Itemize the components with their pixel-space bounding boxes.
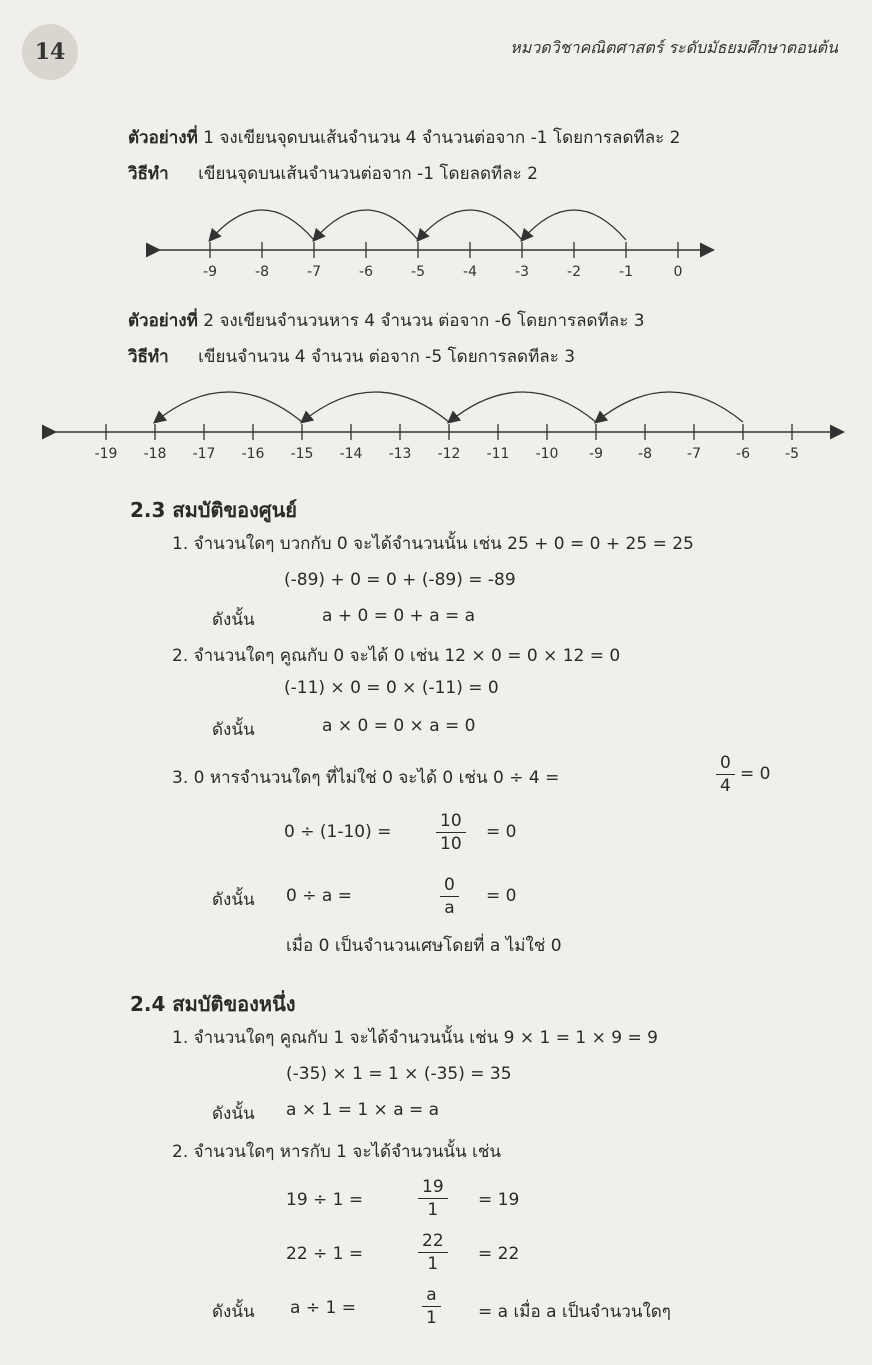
number-line-1-tick-label: -3 — [515, 264, 529, 280]
number-line-1-jump-arc — [210, 210, 314, 240]
s23-item-3-condition: เมื่อ 0 เป็นจำนวนเศษโดยที่ a ไม่ใช่ 0 — [286, 936, 562, 956]
example-1-text: 1 จงเขียนจุดบนเส้นจำนวน 4 จำนวนต่อจาก -1 โดยการลดทีละ 2 — [203, 128, 681, 148]
method-2-label: วิธีทำ — [128, 347, 169, 367]
number-line-1-tick-label: -7 — [307, 264, 321, 280]
fraction-numerator: 19 — [418, 1176, 448, 1199]
s24-item-2: 2. จำนวนใดๆ หารกับ 1 จะได้จำนวนนั้น เช่น — [172, 1142, 501, 1162]
fraction-numerator: 22 — [418, 1230, 448, 1253]
s23-item-1: 1. จำนวนใดๆ บวกกับ 0 จะได้จำนวนนั้น เช่น 25 + 0 = 0 + 25 = 25 — [172, 534, 694, 554]
s24-item-2-example-1: 19 ÷ 1 = — [286, 1190, 364, 1210]
fraction-denominator: 1 — [427, 1254, 439, 1274]
example-1-method — [128, 160, 538, 187]
s24-item-2-conclusion-label: ดังนั้น — [212, 1302, 255, 1322]
running-head: หมวดวิชาคณิตศาสตร์ ระดับมัธยมศึกษาตอนต้น — [510, 38, 838, 57]
fraction-numerator: a — [422, 1284, 440, 1307]
number-line-2-tick-label: -7 — [687, 446, 701, 462]
method-2-text: เขียนจำนวน 4 จำนวน ต่อจาก -5 โดยการลดทีละ 3 — [198, 347, 576, 367]
number-line-2-tick-label: -8 — [638, 446, 652, 462]
fraction-numerator: 10 — [436, 810, 466, 833]
section-2-3-title: 2.3 สมบัติของศูนย์ — [130, 498, 298, 522]
number-line-2 — [0, 380, 872, 475]
number-line-2-tick-label: -15 — [290, 446, 314, 462]
s23-item-3-conclusion-label: ดังนั้น — [212, 890, 255, 910]
s23-item-2-conclusion-label: ดังนั้น — [212, 720, 255, 740]
fraction-denominator: 1 — [426, 1308, 437, 1328]
fraction-denominator: a — [444, 898, 455, 918]
s23-item-1-example: (-89) + 0 = 0 + (-89) = -89 — [284, 570, 516, 590]
number-line-2-tick-label: -18 — [143, 446, 167, 462]
number-line-2-tick-label: -14 — [339, 446, 363, 462]
s23-item-3-example: 0 ÷ (1-10) = — [284, 822, 392, 842]
s24-item-1-example: (-35) × 1 = 1 × (-35) = 35 — [286, 1064, 512, 1084]
section-2-4-title: 2.4 สมบัติของหนึ่ง — [130, 992, 296, 1016]
s23-item-3-conclusion-fraction — [440, 874, 459, 919]
number-line-1-jump-arc — [314, 210, 418, 240]
fraction-numerator: 0 — [716, 752, 735, 775]
s23-item-2-example: (-11) × 0 = 0 × (-11) = 0 — [284, 678, 499, 698]
number-line-1-tick-label: -1 — [619, 264, 633, 280]
method-1-label: วิธีทำ — [128, 164, 169, 184]
number-line-1-jump-arc — [418, 210, 522, 240]
s23-item-3-result: = 0 — [740, 764, 771, 784]
s24-item-2-conclusion-fraction — [422, 1284, 441, 1329]
number-line-2-tick-label: -12 — [437, 446, 461, 462]
number-line-1-tick-label: -4 — [463, 264, 477, 280]
number-line-1-tick-label: -8 — [255, 264, 269, 280]
number-line-1-tick-label: -6 — [359, 264, 373, 280]
s23-item-2-conclusion: a × 0 = 0 × a = 0 — [322, 716, 476, 736]
s24-item-2-example-2: 22 ÷ 1 = — [286, 1244, 364, 1264]
s24-item-2-example-1-fraction — [418, 1176, 448, 1221]
number-line-1-tick-label: -5 — [411, 264, 425, 280]
number-line-2-tick-label: -17 — [192, 446, 216, 462]
number-line-2-tick-label: -11 — [486, 446, 510, 462]
number-line-2-jump-arc — [302, 392, 449, 422]
number-line-1 — [0, 195, 872, 285]
number-line-2-tick-label: -9 — [589, 446, 603, 462]
s24-item-2-example-2-result: = 22 — [478, 1244, 520, 1264]
number-line-1-tick-label: 0 — [673, 264, 683, 280]
s24-item-1-conclusion-label: ดังนั้น — [212, 1104, 255, 1124]
example-1-statement — [128, 124, 681, 151]
s23-item-1-conclusion-label: ดังนั้น — [212, 610, 255, 630]
s23-item-3-conclusion-result: = 0 — [486, 886, 517, 906]
s24-item-2-example-2-fraction — [418, 1230, 448, 1275]
example-2-method — [128, 343, 575, 370]
s23-item-3-example-result: = 0 — [486, 822, 517, 842]
method-1-text: เขียนจุดบนเส้นจำนวนต่อจาก -1 โดยลดทีละ 2 — [198, 164, 538, 184]
s24-item-2-example-1-result: = 19 — [478, 1190, 520, 1210]
number-line-2-jump-arc — [155, 392, 302, 422]
fraction-denominator: 10 — [440, 834, 462, 854]
s24-item-1-conclusion: a × 1 = 1 × a = a — [286, 1100, 440, 1120]
example-2-statement — [128, 307, 645, 334]
s23-item-2: 2. จำนวนใดๆ คูณกับ 0 จะได้ 0 เช่น 12 × 0 = 0 × 12 = 0 — [172, 646, 621, 666]
example-1-label: ตัวอย่างที่ — [128, 128, 198, 148]
number-line-2-tick-label: -13 — [388, 446, 412, 462]
number-line-1-tick-label: -2 — [567, 264, 581, 280]
s23-item-3-example-fraction — [436, 810, 466, 855]
s23-item-3-fraction — [716, 752, 735, 797]
s24-item-2-conclusion-result: = a เมื่อ a เป็นจำนวนใดๆ — [478, 1302, 671, 1322]
example-2-text: 2 จงเขียนจำนวนหาร 4 จำนวน ต่อจาก -6 โดยการลดทีละ 3 — [203, 311, 645, 331]
number-line-1-jump-arc — [522, 210, 626, 240]
number-line-2-tick-label: -6 — [736, 446, 750, 462]
s23-item-3: 3. 0 หารจำนวนใดๆ ที่ไม่ใช่ 0 จะได้ 0 เช่น 0 ÷ 4 = — [172, 768, 560, 788]
s23-item-1-conclusion: a + 0 = 0 + a = a — [322, 606, 476, 626]
number-line-2-tick-label: -16 — [241, 446, 265, 462]
number-line-2-jump-arc — [596, 392, 743, 422]
number-line-1-tick-label: -9 — [203, 264, 217, 280]
page-number: 14 — [22, 24, 78, 80]
fraction-numerator: 0 — [440, 874, 459, 897]
number-line-2-tick-label: -5 — [785, 446, 799, 462]
number-line-2-tick-label: -10 — [535, 446, 559, 462]
s24-item-2-conclusion: a ÷ 1 = — [290, 1298, 356, 1318]
number-line-2-tick-label: -19 — [94, 446, 118, 462]
fraction-denominator: 4 — [720, 776, 731, 796]
example-2-label: ตัวอย่างที่ — [128, 311, 198, 331]
number-line-2-jump-arc — [449, 392, 596, 422]
s24-item-1: 1. จำนวนใดๆ คูณกับ 1 จะได้จำนวนนั้น เช่น 9 × 1 = 1 × 9 = 9 — [172, 1028, 658, 1048]
fraction-denominator: 1 — [427, 1200, 439, 1220]
s23-item-3-conclusion: 0 ÷ a = — [286, 886, 352, 906]
